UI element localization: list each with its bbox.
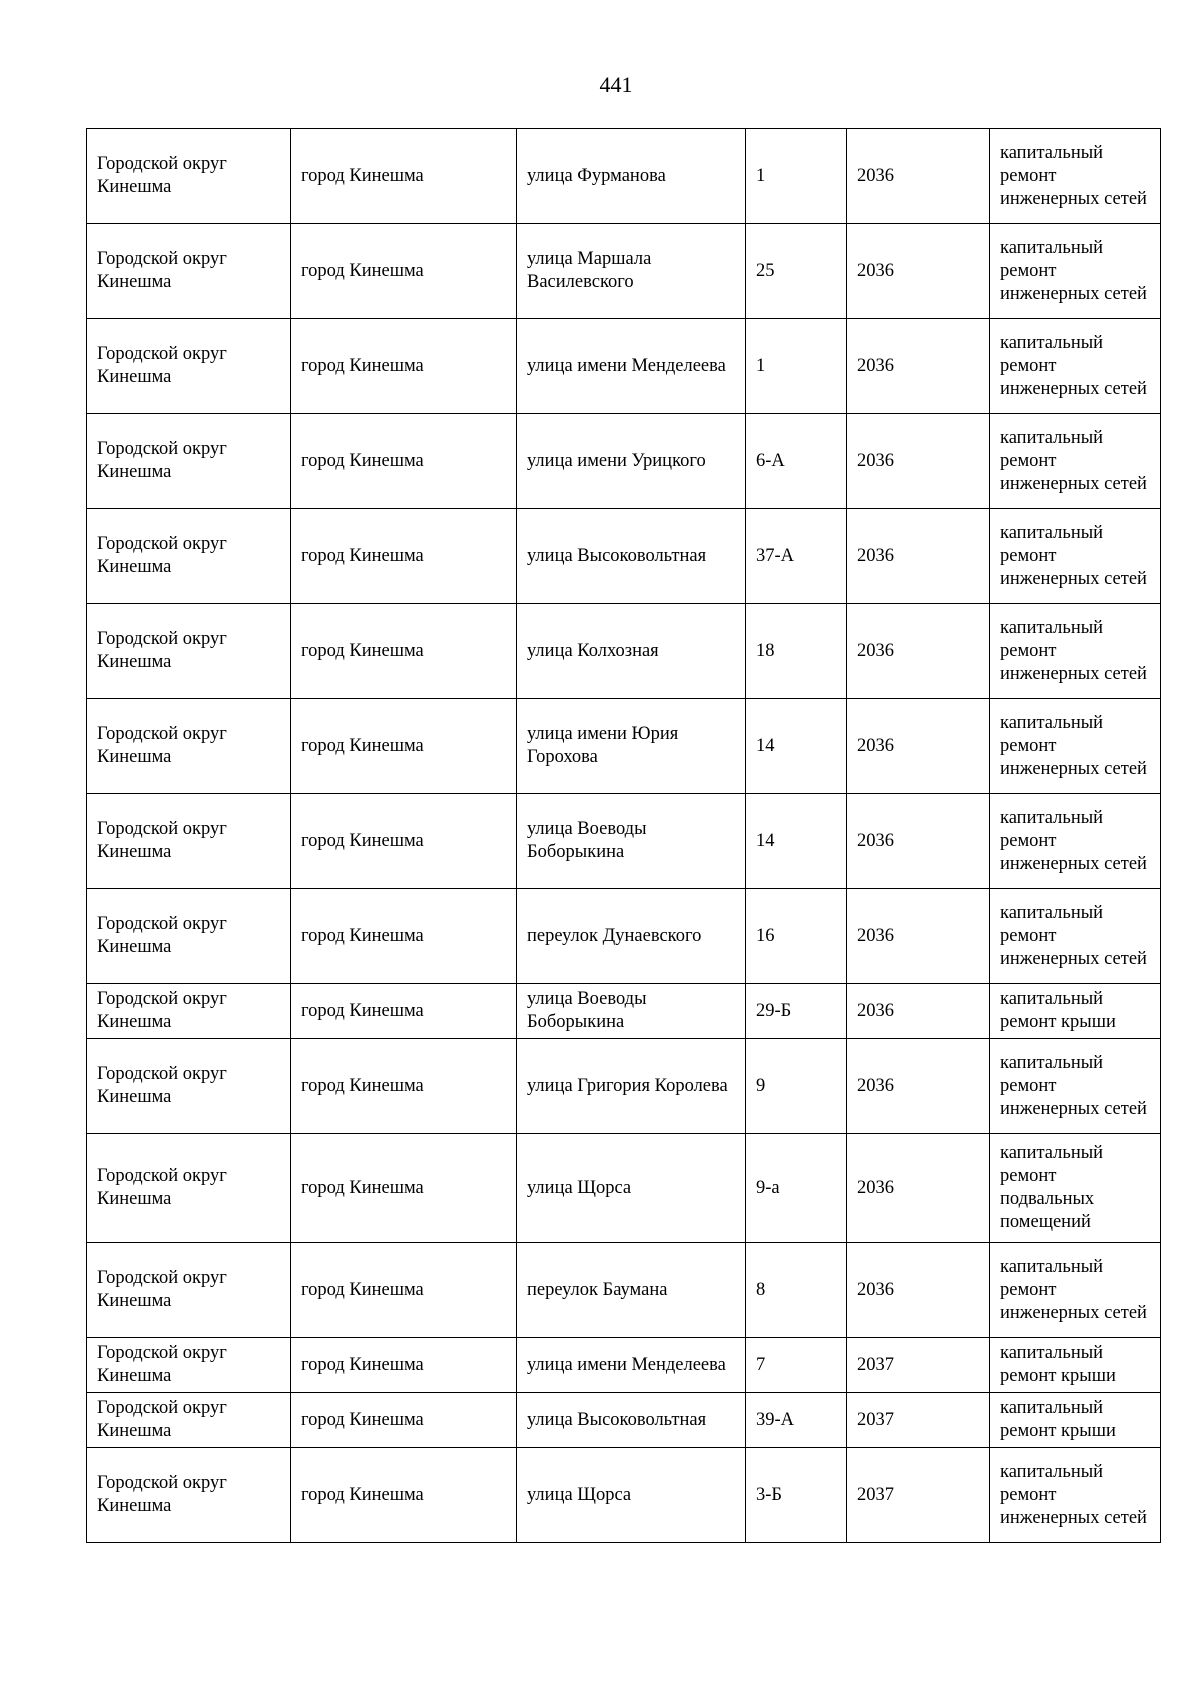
city-cell: город Кинешма bbox=[291, 699, 517, 794]
table-row bbox=[87, 604, 1161, 699]
house-cell: 29-Б bbox=[746, 984, 847, 1039]
street-cell: улица Щорса bbox=[517, 1134, 746, 1243]
street-cell: улица имени Менделеева bbox=[517, 319, 746, 414]
street-cell: улица Высоковольтная bbox=[517, 509, 746, 604]
table-row bbox=[87, 1393, 1161, 1448]
district-cell: Городской округ Кинешма bbox=[87, 889, 291, 984]
table-row bbox=[87, 1134, 1161, 1243]
house-cell: 3-Б bbox=[746, 1448, 847, 1543]
table-row bbox=[87, 984, 1161, 1039]
year-cell: 2036 bbox=[847, 794, 990, 889]
year-cell: 2036 bbox=[847, 224, 990, 319]
city-cell: город Кинешма bbox=[291, 414, 517, 509]
district-cell: Городской округ Кинешма bbox=[87, 984, 291, 1039]
table-row bbox=[87, 1338, 1161, 1393]
city-cell: город Кинешма bbox=[291, 224, 517, 319]
city-cell: город Кинешма bbox=[291, 1039, 517, 1134]
year-cell: 2036 bbox=[847, 889, 990, 984]
house-cell: 9 bbox=[746, 1039, 847, 1134]
year-cell: 2036 bbox=[847, 984, 990, 1039]
work-cell: капитальный ремонт инженерных сетей bbox=[990, 1039, 1161, 1134]
street-cell: улица Воеводы Боборыкина bbox=[517, 984, 746, 1039]
housing-repair-table bbox=[86, 128, 1161, 1543]
house-cell: 1 bbox=[746, 319, 847, 414]
street-cell: улица Колхозная bbox=[517, 604, 746, 699]
city-cell: город Кинешма bbox=[291, 319, 517, 414]
year-cell: 2037 bbox=[847, 1393, 990, 1448]
street-cell: улица Воеводы Боборыкина bbox=[517, 794, 746, 889]
house-cell: 6-А bbox=[746, 414, 847, 509]
street-cell: улица имени Менделеева bbox=[517, 1338, 746, 1393]
street-cell: улица Фурманова bbox=[517, 129, 746, 224]
table-row bbox=[87, 509, 1161, 604]
work-cell: капитальный ремонт инженерных сетей bbox=[990, 414, 1161, 509]
work-cell: капитальный ремонт крыши bbox=[990, 1393, 1161, 1448]
street-cell: улица имени Юрия Горохова bbox=[517, 699, 746, 794]
city-cell: город Кинешма bbox=[291, 1134, 517, 1243]
year-cell: 2036 bbox=[847, 1243, 990, 1338]
year-cell: 2036 bbox=[847, 1039, 990, 1134]
district-cell: Городской округ Кинешма bbox=[87, 1393, 291, 1448]
year-cell: 2036 bbox=[847, 604, 990, 699]
page-number: 441 bbox=[599, 72, 633, 97]
district-cell: Городской округ Кинешма bbox=[87, 414, 291, 509]
work-cell: капитальный ремонт инженерных сетей bbox=[990, 319, 1161, 414]
work-cell: капитальный ремонт инженерных сетей bbox=[990, 794, 1161, 889]
house-cell: 14 bbox=[746, 699, 847, 794]
work-cell: капитальный ремонт инженерных сетей bbox=[990, 509, 1161, 604]
table-row bbox=[87, 1039, 1161, 1134]
house-cell: 1 bbox=[746, 129, 847, 224]
house-cell: 25 bbox=[746, 224, 847, 319]
house-cell: 8 bbox=[746, 1243, 847, 1338]
house-cell: 14 bbox=[746, 794, 847, 889]
work-cell: капитальный ремонт крыши bbox=[990, 1338, 1161, 1393]
table-row bbox=[87, 1448, 1161, 1543]
house-cell: 9-а bbox=[746, 1134, 847, 1243]
street-cell: переулок Дунаевского bbox=[517, 889, 746, 984]
work-cell: капитальный ремонт инженерных сетей bbox=[990, 889, 1161, 984]
district-cell: Городской округ Кинешма bbox=[87, 699, 291, 794]
work-cell: капитальный ремонт крыши bbox=[990, 984, 1161, 1039]
house-cell: 7 bbox=[746, 1338, 847, 1393]
city-cell: город Кинешма bbox=[291, 509, 517, 604]
work-cell: капитальный ремонт инженерных сетей bbox=[990, 129, 1161, 224]
district-cell: Городской округ Кинешма bbox=[87, 604, 291, 699]
street-cell: улица Григория Королева bbox=[517, 1039, 746, 1134]
table-row bbox=[87, 319, 1161, 414]
city-cell: город Кинешма bbox=[291, 889, 517, 984]
year-cell: 2036 bbox=[847, 699, 990, 794]
city-cell: город Кинешма bbox=[291, 1448, 517, 1543]
city-cell: город Кинешма bbox=[291, 1338, 517, 1393]
street-cell: переулок Баумана bbox=[517, 1243, 746, 1338]
city-cell: город Кинешма bbox=[291, 604, 517, 699]
year-cell: 2036 bbox=[847, 129, 990, 224]
house-cell: 18 bbox=[746, 604, 847, 699]
house-cell: 39-А bbox=[746, 1393, 847, 1448]
table-row bbox=[87, 1243, 1161, 1338]
city-cell: город Кинешма bbox=[291, 1243, 517, 1338]
year-cell: 2037 bbox=[847, 1448, 990, 1543]
year-cell: 2036 bbox=[847, 509, 990, 604]
district-cell: Городской округ Кинешма bbox=[87, 1039, 291, 1134]
year-cell: 2036 bbox=[847, 414, 990, 509]
work-cell: капитальный ремонт инженерных сетей bbox=[990, 1243, 1161, 1338]
work-cell: капитальный ремонт инженерных сетей bbox=[990, 604, 1161, 699]
work-cell: капитальный ремонт инженерных сетей bbox=[990, 699, 1161, 794]
district-cell: Городской округ Кинешма bbox=[87, 1338, 291, 1393]
year-cell: 2036 bbox=[847, 1134, 990, 1243]
work-cell: капитальный ремонт подвальных помещений bbox=[990, 1134, 1161, 1243]
district-cell: Городской округ Кинешма bbox=[87, 509, 291, 604]
district-cell: Городской округ Кинешма bbox=[87, 1448, 291, 1543]
district-cell: Городской округ Кинешма bbox=[87, 1134, 291, 1243]
work-cell: капитальный ремонт инженерных сетей bbox=[990, 1448, 1161, 1543]
table-row bbox=[87, 699, 1161, 794]
table-row bbox=[87, 889, 1161, 984]
district-cell: Городской округ Кинешма bbox=[87, 129, 291, 224]
city-cell: город Кинешма bbox=[291, 984, 517, 1039]
work-cell: капитальный ремонт инженерных сетей bbox=[990, 224, 1161, 319]
district-cell: Городской округ Кинешма bbox=[87, 224, 291, 319]
city-cell: город Кинешма bbox=[291, 129, 517, 224]
street-cell: улица имени Урицкого bbox=[517, 414, 746, 509]
district-cell: Городской округ Кинешма bbox=[87, 1243, 291, 1338]
table-row bbox=[87, 129, 1161, 224]
street-cell: улица Маршала Василевского bbox=[517, 224, 746, 319]
street-cell: улица Высоковольтная bbox=[517, 1393, 746, 1448]
city-cell: город Кинешма bbox=[291, 1393, 517, 1448]
house-cell: 37-А bbox=[746, 509, 847, 604]
year-cell: 2036 bbox=[847, 319, 990, 414]
house-cell: 16 bbox=[746, 889, 847, 984]
city-cell: город Кинешма bbox=[291, 794, 517, 889]
table-row bbox=[87, 224, 1161, 319]
street-cell: улица Щорса bbox=[517, 1448, 746, 1543]
table-row bbox=[87, 414, 1161, 509]
district-cell: Городской округ Кинешма bbox=[87, 794, 291, 889]
year-cell: 2037 bbox=[847, 1338, 990, 1393]
district-cell: Городской округ Кинешма bbox=[87, 319, 291, 414]
table-row bbox=[87, 794, 1161, 889]
